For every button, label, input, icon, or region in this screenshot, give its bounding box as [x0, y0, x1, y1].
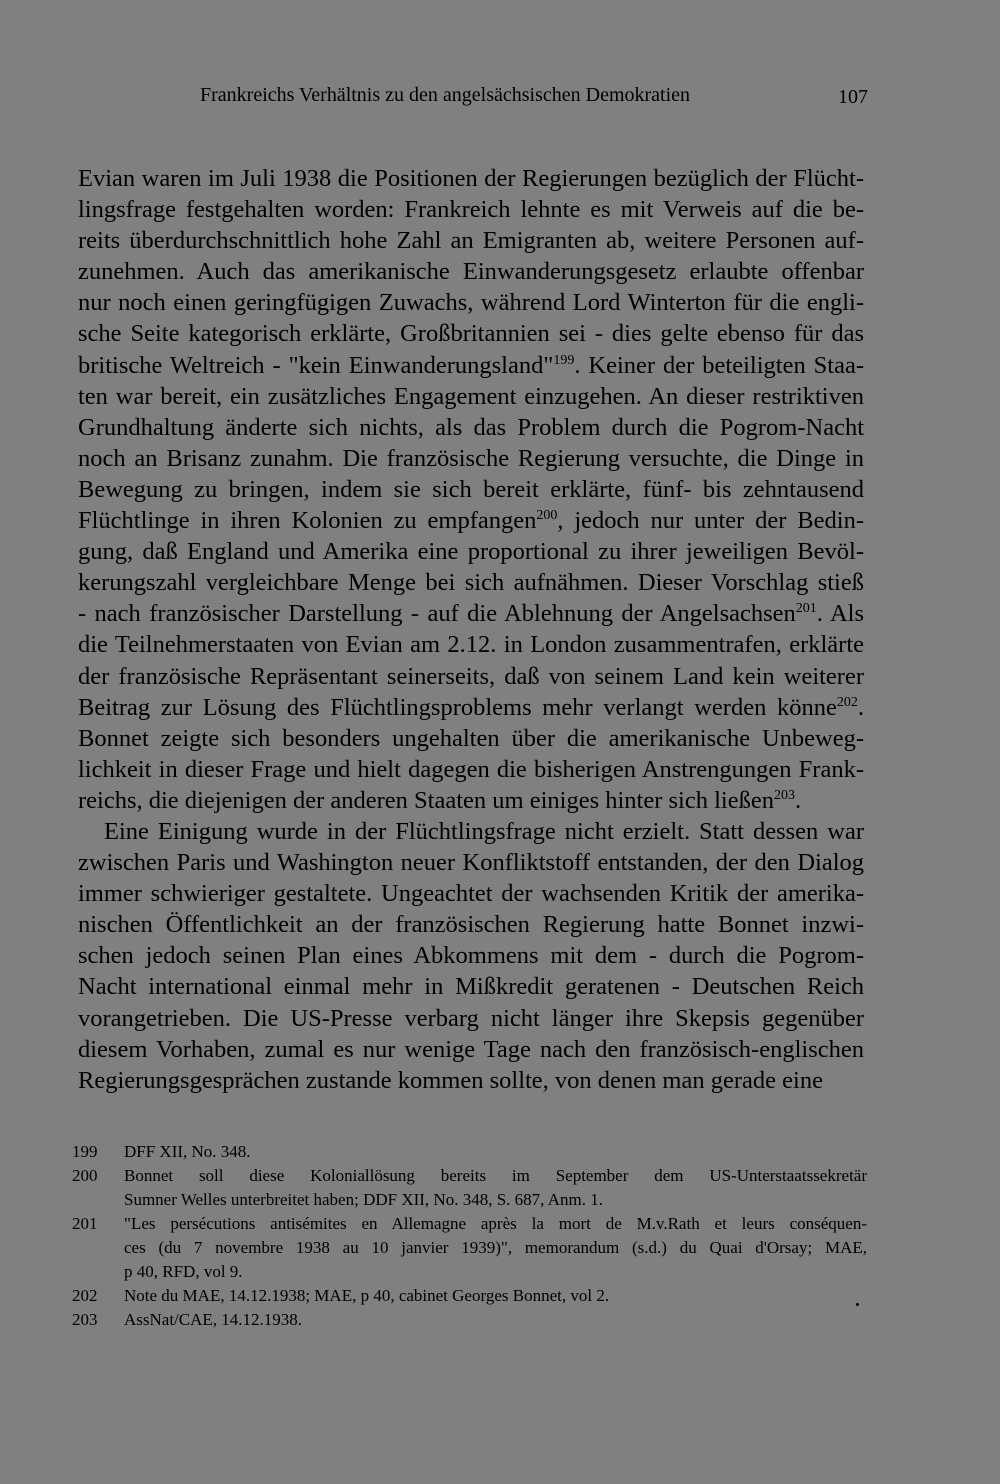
page-number: 107	[838, 86, 868, 108]
line-text: gung, daß England und Amerika eine proportional zu ihrer jeweiligen Bevöl-	[78, 538, 864, 566]
footnote-text	[124, 1164, 867, 1212]
line-text-continued: , jedoch nur unter der Bedin-	[557, 507, 864, 535]
text-line	[78, 816, 864, 847]
line-text: immer schwieriger gestaltete. Ungeachtet der wachsenden Kritik der amerika-	[78, 880, 864, 908]
line-text: Flüchtlinge in ihren Kolonien zu empfangen	[78, 507, 537, 535]
text-line	[78, 350, 864, 381]
text-line	[78, 412, 864, 443]
footnote-line: Sumner Welles unterbreitet haben; DDF XII, No. 348, S. 687, Anm. 1.	[124, 1190, 603, 1209]
line-text: schen jedoch seinen Plan eines Abkommens mit dem - durch die Pogrom-	[78, 942, 864, 970]
line-text: die Teilnehmerstaaten von Evian am 2.12. in London zusammentrafen, erklärte	[78, 631, 864, 659]
footnote-number: 199	[72, 1142, 98, 1161]
footnote-reference: 199	[553, 352, 575, 368]
footnote-text	[124, 1212, 867, 1284]
line-text: Grundhaltung änderte sich nichts, als das Problem durch die Pogrom-Nacht	[78, 413, 864, 441]
footnote-text	[124, 1140, 867, 1164]
footnotes	[72, 1140, 872, 1332]
text-line	[78, 661, 864, 692]
footnote-203	[72, 1308, 872, 1332]
line-text: Beitrag zur Lösung des Flüchtlingsproblems mehr verlangt werden könne	[78, 693, 837, 721]
text-line	[78, 754, 864, 785]
text-line	[78, 909, 864, 940]
line-text: nur noch einen geringfügigen Zuwachs, während Lord Winterton für die engli-	[78, 289, 864, 317]
text-line	[78, 225, 864, 256]
line-text: nischen Öffentlichkeit an der französischen Regierung hatte Bonnet inzwi-	[78, 911, 864, 939]
footnote-201	[72, 1212, 872, 1284]
footnote-number: 202	[72, 1286, 98, 1305]
footnote-202	[72, 1284, 872, 1308]
footnote-number: 203	[72, 1310, 98, 1329]
line-text: sche Seite kategorisch erklärte, Großbritannien sei - dies gelte ebenso für das	[78, 320, 864, 348]
footnote-line: ces (du 7 novembre 1938 au 10 janvier 1939)", memorandum (s.d.) du Quai d'Orsay; MAE,	[124, 1238, 867, 1257]
footnote-line: Note du MAE, 14.12.1938; MAE, p 40, cabinet Georges Bonnet, vol 2.	[124, 1286, 610, 1305]
text-line	[78, 1003, 864, 1034]
line-text: lingsfrage festgehalten worden: Frankreich lehnte es mit Verweis auf die be-	[78, 196, 864, 224]
footnote-line: "Les persécutions antisémites en Allemagne après la mort de M.v.Rath et leurs conséquen-	[124, 1214, 867, 1233]
text-line	[78, 971, 864, 1002]
line-text: kerungszahl vergleichbare Menge bei sich aufnähmen. Dieser Vorschlag stieß	[78, 569, 864, 597]
line-text: Nacht international einmal mehr in Mißkredit geratenen - Deutschen Reich	[78, 973, 864, 1001]
text-line	[78, 505, 864, 536]
running-head: Frankreichs Verhältnis zu den angelsächsischen Demokratien	[200, 84, 691, 106]
line-text: noch an Brisanz zunahm. Die französische Regierung versuchte, die Dinge in	[78, 444, 864, 472]
footnote-reference: 201	[795, 601, 817, 617]
line-text: Evian waren im Juli 1938 die Positionen der Regierungen bezüglich der Flücht-	[78, 165, 864, 192]
text-line	[78, 1065, 864, 1096]
text-line	[78, 940, 864, 971]
footnote-text	[124, 1308, 867, 1332]
line-text: zunehmen. Auch das amerikanische Einwanderungsgesetz erlaubte offenbar	[78, 258, 864, 286]
body-text	[78, 163, 864, 1096]
footnote-reference: 200	[536, 508, 558, 524]
text-line	[78, 474, 864, 505]
text-line	[78, 723, 864, 754]
text-line	[78, 692, 864, 723]
line-text: - nach französischer Darstellung - auf die Ablehnung der Angelsachsen	[78, 600, 796, 628]
line-text: diesem Vorhaben, zumal es nur wenige Tage nach den französisch-englischen	[78, 1035, 864, 1063]
text-line	[78, 536, 864, 567]
text-line	[78, 381, 864, 412]
line-text: Bewegung zu bringen, indem sie sich bereit erklärte, fünf- bis zehntausend	[78, 475, 864, 503]
text-line	[78, 785, 864, 816]
text-line	[78, 847, 864, 878]
line-text: zwischen Paris und Washington neuer Konfliktstoff entstanden, der den Dialog	[78, 849, 864, 877]
footnote-text	[124, 1284, 867, 1308]
text-line	[78, 598, 864, 629]
line-text-continued: .	[794, 786, 802, 814]
line-text: Eine Einigung wurde in der Flüchtlingsfrage nicht erzielt. Statt dessen war	[104, 817, 864, 845]
text-line	[78, 443, 864, 474]
line-text: britische Weltreich - "kein Einwanderungsland"	[78, 351, 554, 379]
footnote-number: 200	[72, 1166, 98, 1185]
footnote-line: DFF XII, No. 348.	[124, 1142, 251, 1161]
text-line	[78, 629, 864, 660]
text-line	[78, 287, 864, 318]
footnote-line: p 40, RFD, vol 9.	[124, 1262, 243, 1281]
line-text: Regierungsgesprächen zustande kommen sollte, von denen man gerade eine	[78, 1066, 823, 1094]
text-line	[78, 194, 864, 225]
line-text-continued: .	[857, 693, 864, 721]
line-text: ten war bereit, ein zusätzliches Engagement einzugehen. An dieser restriktiven	[78, 382, 864, 410]
line-text: reichs, die diejenigen der anderen Staaten um einiges hinter sich ließen	[78, 786, 774, 814]
footnote-number: 201	[72, 1214, 98, 1233]
text-line	[78, 1034, 864, 1065]
line-text: reits überdurchschnittlich hohe Zahl an Emigranten ab, weitere Personen auf-	[78, 227, 864, 255]
line-text-continued: . Keiner der beteiligten Staa-	[574, 351, 864, 379]
text-line	[78, 163, 864, 194]
line-text: lichkeit in dieser Frage und hielt dagegen die bisherigen Anstrengungen Frank-	[78, 755, 864, 783]
footnote-200	[72, 1164, 872, 1212]
footnote-line: AssNat/CAE, 14.12.1938.	[124, 1310, 303, 1329]
footnote-reference: 203	[773, 787, 795, 803]
text-line	[78, 878, 864, 909]
text-line	[78, 256, 864, 287]
line-text: der französische Repräsentant seinerseits, daß von seinem Land kein weiterer	[78, 662, 864, 690]
text-line	[78, 318, 864, 349]
text-line	[78, 567, 864, 598]
footnote-reference: 202	[836, 694, 858, 710]
footnote-199	[72, 1140, 872, 1164]
footnote-line: Bonnet soll diese Koloniallösung bereits im September dem US-Unterstaatssekretär	[124, 1166, 867, 1185]
line-text-continued: . Als	[816, 600, 864, 628]
line-text: vorangetrieben. Die US-Presse verbarg nicht länger ihre Skepsis gegenüber	[78, 1004, 864, 1032]
scan-speck	[856, 1303, 859, 1306]
line-text: Bonnet zeigte sich besonders ungehalten über die amerikanische Unbeweg-	[78, 724, 864, 752]
